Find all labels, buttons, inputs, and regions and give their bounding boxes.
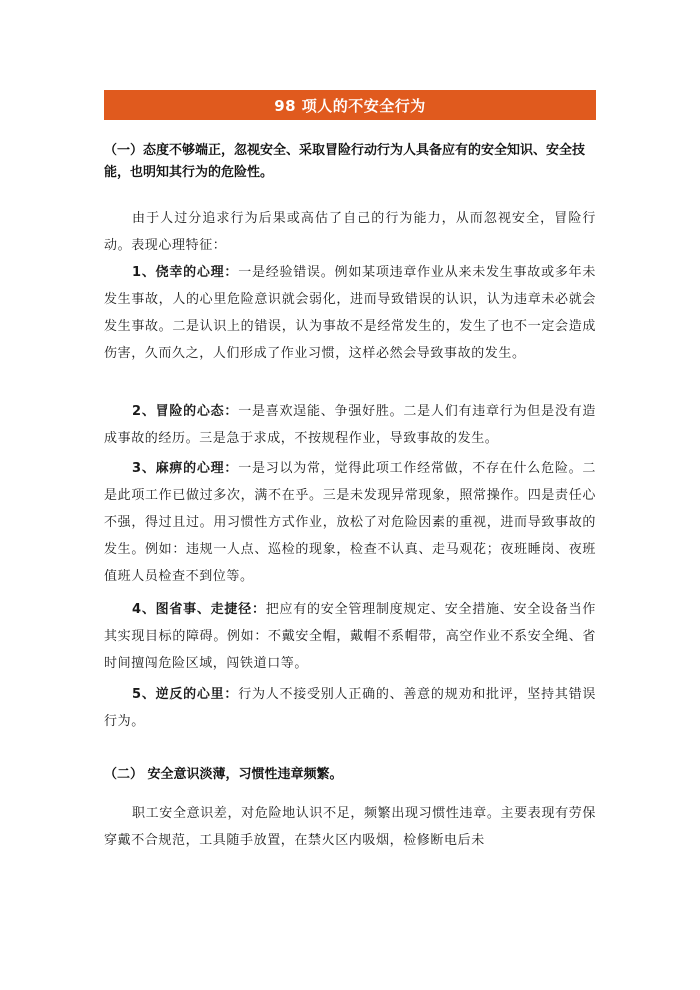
item-1-paragraph bbox=[104, 259, 596, 367]
item-1-lead: 1、侥幸的心理： bbox=[132, 265, 239, 280]
item-5-lead: 5、逆反的心里： bbox=[132, 687, 239, 702]
document-title: 98 项人的不安全行为 bbox=[274, 96, 426, 115]
item-2-text: 一是喜欢逞能、争强好胜。二是人们有违章行为但是没有造成事故的经历。三是急于求成，不按规程作业，导致事故的发生。 bbox=[104, 404, 596, 446]
section-1-heading: （一）态度不够端正，忽视安全、采取冒险行动行为人具备应有的安全知识、安全技能，也明知其行为的危险性。 bbox=[104, 143, 586, 180]
section-2-paragraph: 职工安全意识差，对危险地认识不足，频繁出现习惯性违章。主要表现有劳保穿戴不合规范，工具随手放置，在禁火区内吸烟，检修断电后未 bbox=[104, 806, 596, 848]
item-5-paragraph bbox=[104, 681, 596, 735]
item-5-text: 行为人不接受别人正确的、善意的规劝和批评，坚持其错误行为。 bbox=[104, 687, 596, 729]
item-4-text: 把应有的安全管理制度规定、安全措施、安全设备当作其实现目标的障碍。例如：不戴安全帽，戴帽不系帽带，高空作业不系安全绳、省时间擅闯危险区域，闯铁道口等。 bbox=[104, 602, 597, 671]
section-2-heading: （二） 安全意识淡薄，习惯性违章频繁。 bbox=[104, 767, 343, 782]
title-banner bbox=[104, 90, 596, 120]
item-3-lead: 3、麻痹的心理： bbox=[132, 461, 239, 476]
item-4-paragraph bbox=[104, 596, 596, 677]
item-3-paragraph bbox=[104, 455, 596, 590]
item-3-text: 一是习以为常，觉得此项工作经常做，不存在什么危险。二是此项工作已做过多次，满不在乎。三是未发现异常现象，照常操作。四是责任心不强，得过且过。用习惯性方式作业，放松了对危险因素的重视，进而导致事故的发生。例如：违规一人点、巡检的现象，检查不认真、走马观花；夜班睡岗、夜班值班人员检查不到位等。 bbox=[104, 461, 596, 584]
item-1-text: 一是经验错误。例如某项违章作业从来未发生事故或多年未发生事故，人的心里危险意识就会弱化，进而导致错误的认识，认为违章未必就会发生事故。二是认识上的错误，认为事故不是经常发生的，发生了也不一定会造成伤害，久而久之，人们形成了作业习惯，这样必然会导致事故的发生。 bbox=[104, 265, 596, 361]
item-2-paragraph bbox=[104, 398, 596, 452]
item-2-lead: 2、冒险的心态： bbox=[132, 404, 239, 419]
section-1-intro: 由于人过分追求行为后果或高估了自己的行为能力，从而忽视安全，冒险行动。表现心理特征： bbox=[104, 211, 596, 253]
item-4-lead: 4、图省事、走捷径： bbox=[132, 602, 266, 617]
